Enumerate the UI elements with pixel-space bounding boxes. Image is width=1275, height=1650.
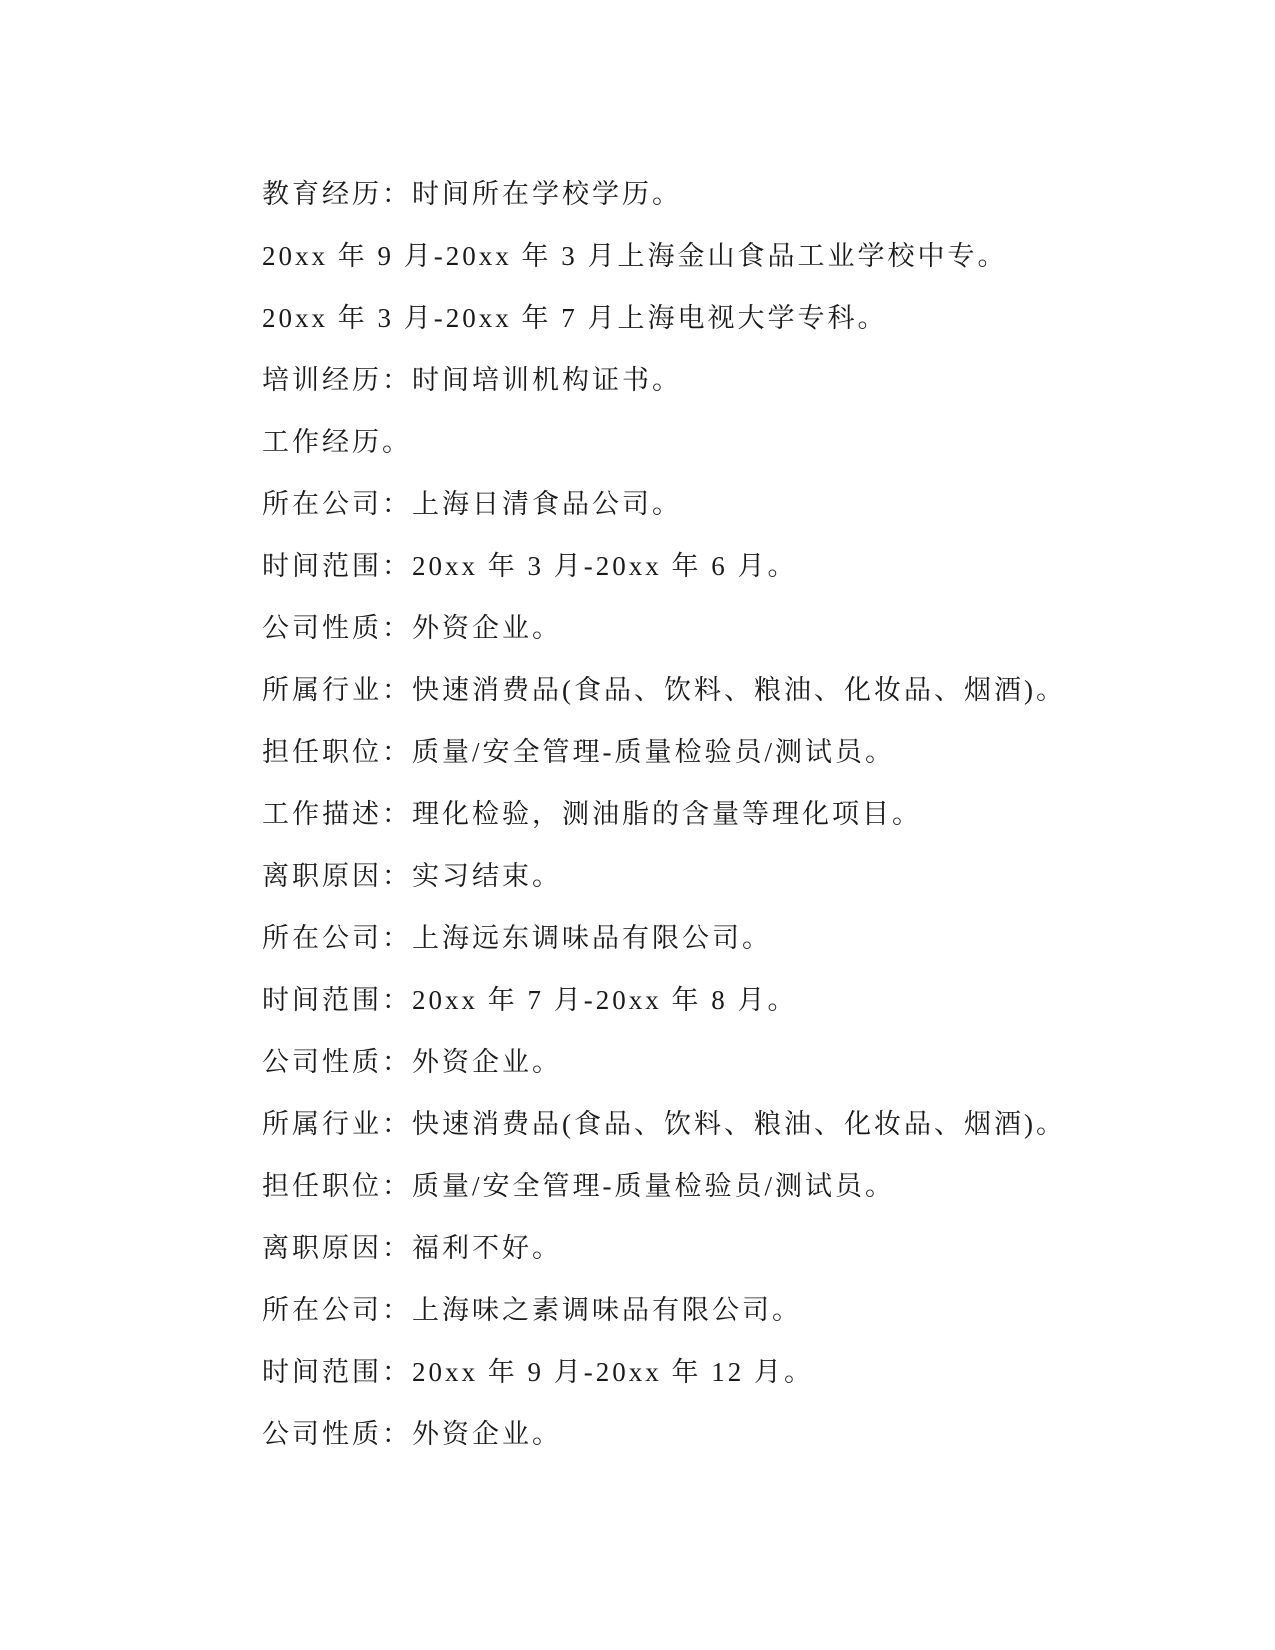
job3-company-type: 公司性质：外资企业。 bbox=[262, 1419, 562, 1449]
job2-leave-reason: 离职原因：福利不好。 bbox=[262, 1233, 562, 1263]
job3-period: 时间范围：20xx 年 9 月-20xx 年 12 月。 bbox=[262, 1357, 814, 1387]
education-heading: 教育经历：时间所在学校学历。 bbox=[262, 179, 682, 209]
job2-industry: 所属行业：快速消费品(食品、饮料、粮油、化妆品、烟酒)。 bbox=[262, 1109, 1066, 1139]
job3-company: 所在公司：上海味之素调味品有限公司。 bbox=[262, 1295, 802, 1325]
job2-company-type: 公司性质：外资企业。 bbox=[262, 1047, 562, 1077]
job1-period: 时间范围：20xx 年 3 月-20xx 年 6 月。 bbox=[262, 551, 798, 581]
job2-company: 所在公司：上海远东调味品有限公司。 bbox=[262, 923, 772, 953]
job1-position: 担任职位：质量/安全管理-质量检验员/测试员。 bbox=[262, 737, 895, 767]
job1-industry: 所属行业：快速消费品(食品、饮料、粮油、化妆品、烟酒)。 bbox=[262, 675, 1066, 705]
job1-company: 所在公司：上海日清食品公司。 bbox=[262, 489, 682, 519]
education-entry-2: 20xx 年 3 月-20xx 年 7 月上海电视大学专科。 bbox=[262, 303, 888, 333]
work-heading: 工作经历。 bbox=[262, 427, 412, 457]
job1-company-type: 公司性质：外资企业。 bbox=[262, 613, 562, 643]
job1-description: 工作描述：理化检验，测油脂的含量等理化项目。 bbox=[262, 799, 922, 829]
document-body bbox=[262, 163, 1066, 1465]
job1-leave-reason: 离职原因：实习结束。 bbox=[262, 861, 562, 891]
job2-period: 时间范围：20xx 年 7 月-20xx 年 8 月。 bbox=[262, 985, 798, 1015]
training-heading: 培训经历：时间培训机构证书。 bbox=[262, 365, 682, 395]
job2-position: 担任职位：质量/安全管理-质量检验员/测试员。 bbox=[262, 1171, 895, 1201]
education-entry-1: 20xx 年 9 月-20xx 年 3 月上海金山食品工业学校中专。 bbox=[262, 241, 1008, 271]
